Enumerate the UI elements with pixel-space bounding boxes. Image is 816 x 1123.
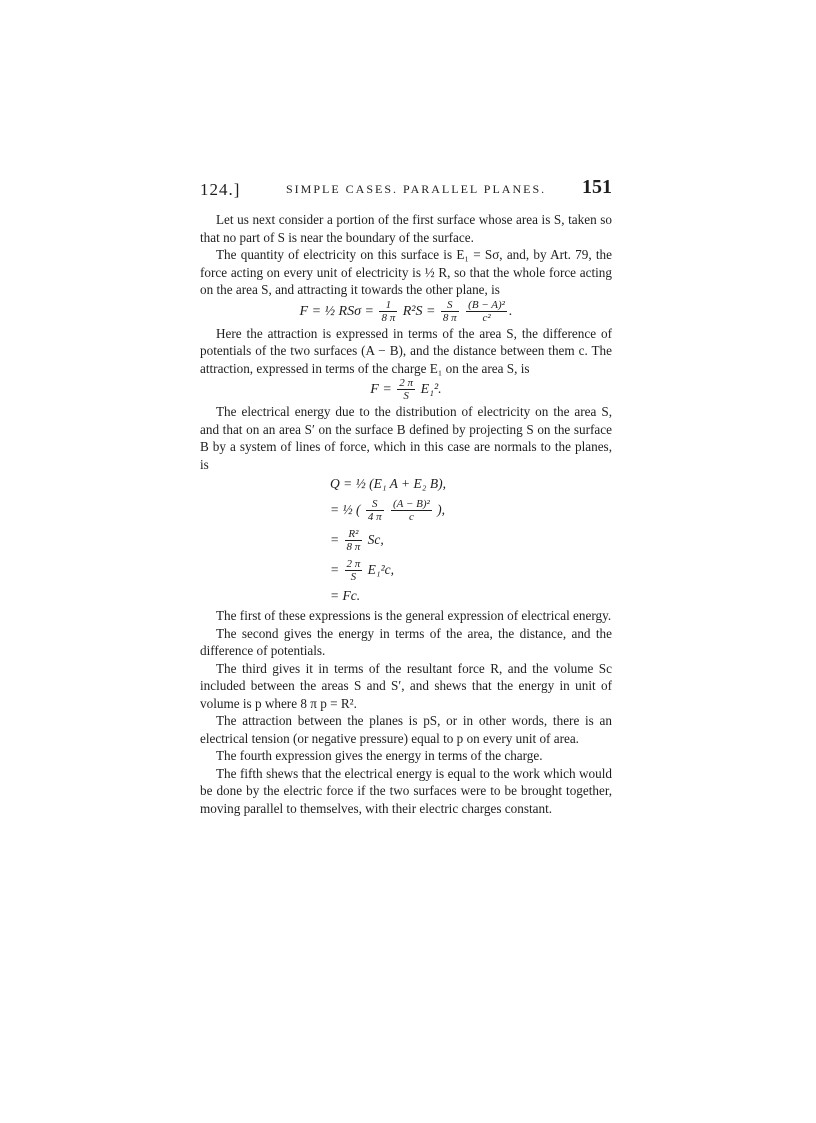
fraction: $\frac{\text{(A − B)²}}{c}$ xyxy=(393,498,430,524)
paragraph: The third gives it in terms of the resultant force R, and the volume Sc included between the areas S and S′, and shews that the energy in unit of volume is p where 8 π p = R². xyxy=(200,660,612,711)
fraction: $\frac{2 \pi}{S}$ xyxy=(399,377,414,403)
energy-equations xyxy=(330,473,612,607)
paragraph: The second gives the energy in terms of the area, the distance, and the difference of potentials. xyxy=(200,625,612,658)
equation-row: Q = ½ (E₁ A + E₂ B), xyxy=(330,476,446,491)
equation-row: = ½ ( $\frac{S}{4 \pi}$ $\frac{\text{(A − B)²}}{c}$ ), xyxy=(330,498,446,524)
equation-row: = $\frac{2 \pi}{S}$ E₁²c, xyxy=(330,558,394,584)
fraction: $\frac{\text{(B − A)²}}{\text{c²}}$ xyxy=(468,298,505,324)
fraction: $\frac{\text{R²}}{8 \pi}$ xyxy=(346,528,361,554)
paragraph: The electrical energy due to the distribution of electricity on the area S, and that on an area S′ on the surface B defined by projecting S on the surface B by a system of lines of force, which in this case are normals to the planes, is xyxy=(200,404,612,472)
equation-row: = Fc. xyxy=(330,588,361,603)
equation-force: F = ½ RSσ = $\frac{1}{8 \pi}$ R²S = $\frac{S}{8 \pi}$ $\frac{\text{(B − A)²}}{\text{c²}}$ . xyxy=(299,298,513,324)
article-number: 124.] xyxy=(200,180,241,199)
paragraph: The fifth shews that the electrical energy is equal to the work which would be done by the electric force if the two surfaces were to be brought together, moving parallel to themselves, with their electric charges constant. xyxy=(200,765,612,816)
fraction: $\frac{1}{8 \pi}$ xyxy=(381,298,396,324)
fraction: $\frac{S}{8 \pi}$ xyxy=(442,298,457,324)
fraction: $\frac{2 \pi}{S}$ xyxy=(346,558,361,584)
paragraph: The quantity of electricity on this surface is E₁ = Sσ, and, by Art. 79, the force acting on every unit of electricity is ½ R, so that the whole force acting on the area S, and attracting it towards the other plane, is xyxy=(200,247,612,297)
page-body xyxy=(200,211,612,817)
equation-row: = $\frac{\text{R²}}{8 \pi}$ Sc, xyxy=(330,528,384,554)
paragraph: Let us next consider a portion of the first surface whose area is S, taken so that no part of S is near the boundary of the surface. xyxy=(200,212,612,245)
equation-charge: F = $\frac{2 \pi}{S}$ E₁². xyxy=(370,377,442,403)
paragraph: The fourth expression gives the energy in terms of the charge. xyxy=(216,748,543,763)
fraction: $\frac{S}{4 \pi}$ xyxy=(367,498,382,524)
paragraph: Here the attraction is expressed in terms of the area S, the difference of potentials of the two surfaces (A − B), and the distance between them c. The attraction, expressed in terms of the charge E₁ on the area S, is xyxy=(200,325,612,376)
running-header xyxy=(200,174,612,204)
paragraph: The attraction between the planes is pS, or in other words, there is an electrical tension (or negative pressure) equal to p on every unit of area. xyxy=(200,713,612,746)
page-number: 151 xyxy=(582,176,612,198)
running-title: SIMPLE CASES. PARALLEL PLANES. xyxy=(286,182,547,196)
paragraph: The first of these expressions is the general expression of electrical energy. xyxy=(216,608,612,623)
